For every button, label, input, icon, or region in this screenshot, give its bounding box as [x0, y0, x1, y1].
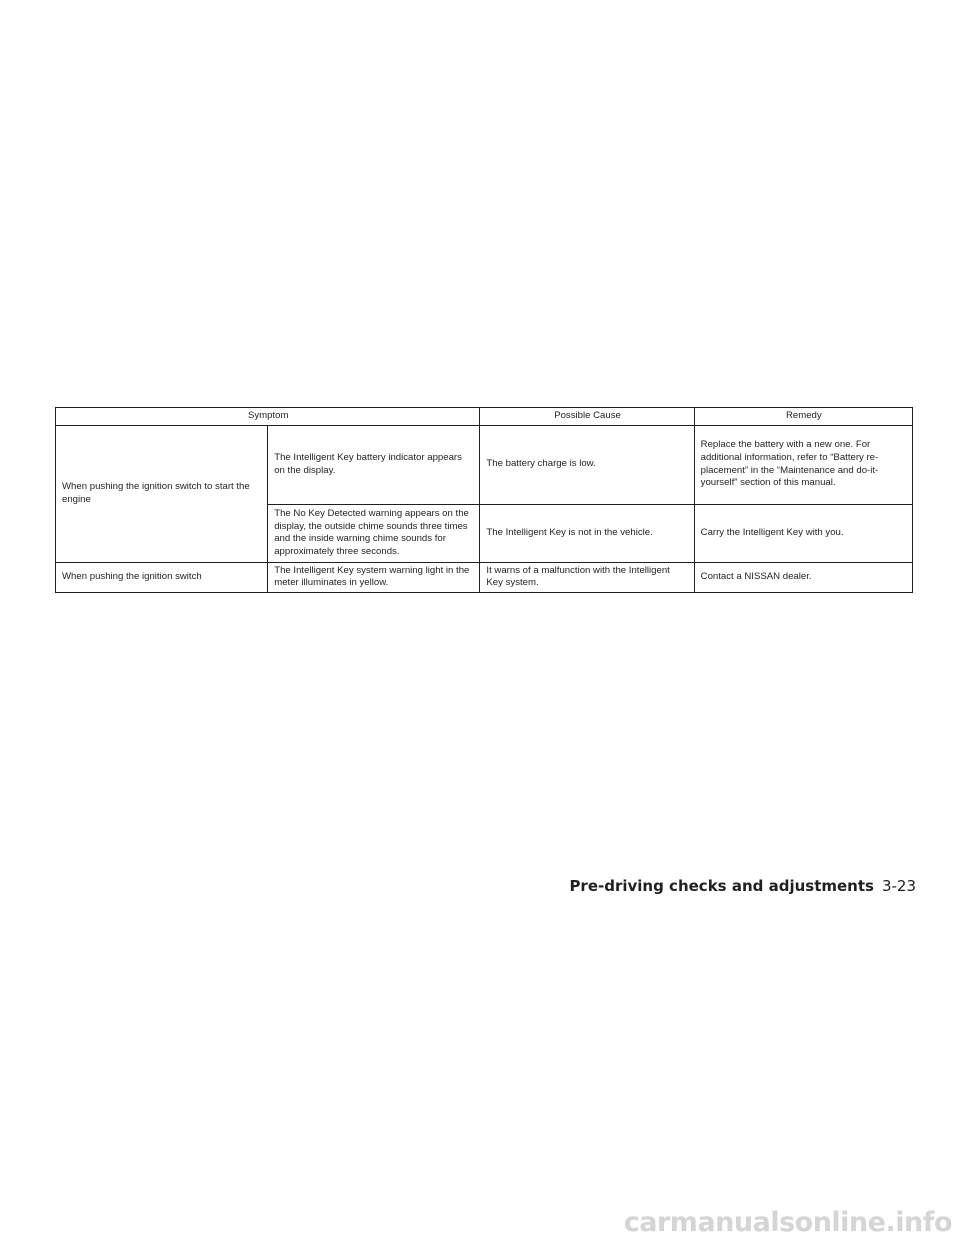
header-possible-cause: Possible Cause	[480, 408, 694, 426]
remedy-cell: Contact a NISSAN dealer.	[694, 562, 912, 592]
remedy-cell: Carry the Intelligent Key with you.	[694, 504, 912, 562]
table-row	[56, 425, 913, 504]
symptom-detail-cell: The Intelligent Key system warning light in the meter illuminates in yellow.	[268, 562, 480, 592]
possible-cause-cell: The Intelligent Key is not in the vehicle.	[480, 504, 694, 562]
page-number: 3-23	[881, 877, 916, 895]
possible-cause-cell: It warns of a malfunction with the Intelligent Key system.	[480, 562, 694, 592]
header-symptom: Symptom	[56, 408, 480, 426]
symptom-detail-cell: The Intelligent Key battery indicator appears on the display.	[268, 425, 480, 504]
symptom-detail-cell: The No Key Detected warning appears on the display, the outside chime sounds three times and the inside warning chime sounds for approximately three seconds.	[268, 504, 480, 562]
table-header-row	[56, 408, 913, 426]
symptom-cell: When pushing the ignition switch to start the engine	[56, 425, 268, 562]
remedy-cell: Replace the battery with a new one. For additional information, refer to “Battery re- placement” in the “Maintenance and do-it- yourself” section of this manual.	[694, 425, 912, 504]
troubleshooting-table	[55, 407, 913, 593]
section-title: Pre-driving checks and adjustments	[569, 877, 874, 895]
table-row	[56, 562, 913, 592]
possible-cause-cell: The battery charge is low.	[480, 425, 694, 504]
page-footer	[569, 876, 916, 896]
symptom-cell: When pushing the ignition switch	[56, 562, 268, 592]
header-remedy: Remedy	[694, 408, 912, 426]
watermark: carmanualsonline.info	[623, 1207, 952, 1238]
